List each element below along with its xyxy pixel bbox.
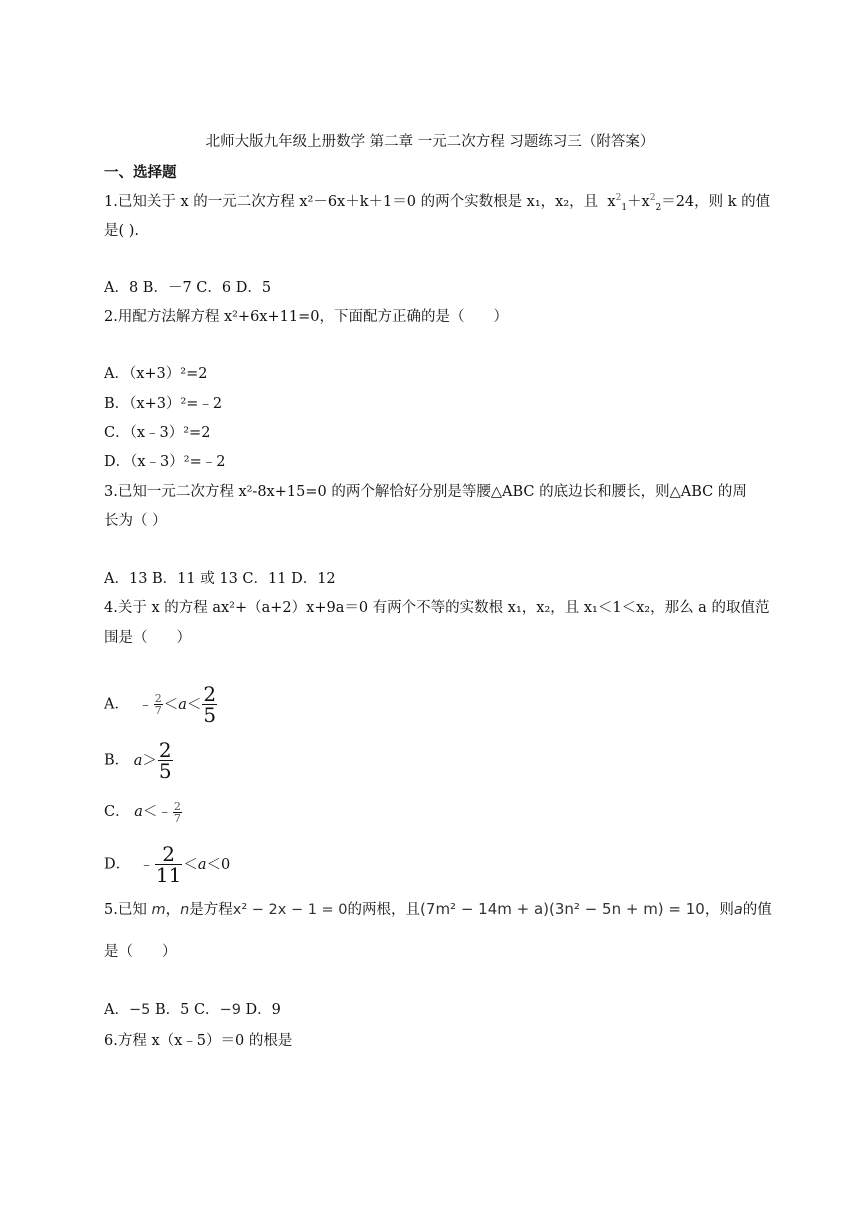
q4-option-b-formula: a＞ $\frac{2}{5}$ — [133, 738, 172, 783]
q5-var-a: a — [733, 902, 743, 918]
q4-line1: 4.关于 x 的方程 ax²+（a+2）x+9a＝0 有两个不等的实数根 x₁，x₂，且 x₁＜1＜x₂，那么 a 的取值范 — [104, 600, 770, 616]
q5-line2: 是（ ） — [104, 944, 177, 960]
q1-line2: 是( ). — [104, 223, 140, 239]
q5-option-a: −5 — [128, 1002, 151, 1018]
q4-option-c — [104, 800, 183, 824]
q5-equation: x² − 2x − 1 = 0 — [232, 902, 348, 918]
q5-condition: (7m² − 14m + a)(3n² − 5n + m) = 10 — [420, 900, 705, 918]
q3-options: A．13 B．11 或 13 C．11 D．12 — [104, 571, 336, 587]
q5-line1 — [104, 898, 772, 919]
q3-line2: 长为（ ） — [104, 513, 167, 529]
section-heading: 一、选择题 — [104, 164, 177, 181]
q4-option-b — [104, 740, 174, 781]
document-title: 北师大版九年级上册数学 第二章 一元二次方程 习题练习三（附答案） — [205, 134, 655, 150]
q2-stem: 2.用配方法解方程 x²+6x+11=0，下面配方正确的是（ ） — [104, 309, 508, 325]
q6-stem: 6.方程 x（x﹣5）＝0 的根是 — [104, 1033, 293, 1049]
q5-var-m: m — [151, 902, 166, 918]
q1-line1-text: 1.已知关于 x 的一元二次方程 x²－6x＋k＋1＝0 的两个实数根是 x₁，x₂，且 — [104, 194, 599, 210]
q5-mid: 是方程 — [189, 902, 233, 918]
q5-option-c: −9 — [219, 1002, 241, 1018]
q4-option-d-formula: ﹣ $\frac{2}{11}$ ＜a＜0 — [134, 842, 231, 887]
q2-option-c: C．（x﹣3）²=2 — [104, 425, 211, 441]
q5-sep: ， — [165, 902, 181, 918]
q1-options: A．8 B．－7 C．6 D．5 — [104, 280, 272, 296]
q5-options — [104, 998, 281, 1019]
q4-line2: 围是（ ） — [104, 630, 191, 646]
q4-option-d — [104, 844, 230, 885]
q4-option-b-label: B． — [104, 752, 130, 769]
q4-option-c-formula: a＜﹣ $\frac{2}{7}$ — [134, 799, 181, 825]
q4-option-d-label: D． — [104, 856, 131, 873]
q1-squares-formula: $x^2_1+x^2_2$ — [602, 193, 662, 213]
q2-option-b: B．（x+3）²=﹣2 — [104, 396, 223, 412]
q4-option-a-label: A． — [104, 696, 129, 713]
q5-var-n: n — [180, 902, 190, 918]
q4-option-a-formula: ﹣ $\frac{2}{7}$ ＜a＜ $\frac{2}{5}$ — [133, 682, 217, 727]
q4-option-c-label: C． — [104, 804, 130, 820]
q4-option-a — [104, 684, 218, 725]
q1-line1-end: ＝24，则 k 的值 — [661, 194, 771, 210]
q3-line1: 3.已知一元二次方程 x²-8x+15=0 的两个解恰好分别是等腰△ABC 的底边长和腰长，则△ABC 的周 — [104, 484, 747, 500]
q5-mid3: ，则 — [704, 902, 734, 918]
q5-option-d: D．9 — [240, 1002, 281, 1018]
q2-option-a: A．（x+3）²=2 — [104, 366, 208, 382]
q5-mid2: 的两根，且 — [347, 902, 421, 918]
q2-option-d: D．（x﹣3）²=﹣2 — [104, 454, 226, 470]
q1-line1 — [104, 190, 770, 213]
q5-prefix: 5.已知 — [104, 902, 147, 918]
q5-end: 的值 — [742, 902, 772, 918]
q5-option-a-label: A． — [104, 1002, 129, 1018]
q5-option-b: B．5 C． — [150, 1002, 220, 1018]
